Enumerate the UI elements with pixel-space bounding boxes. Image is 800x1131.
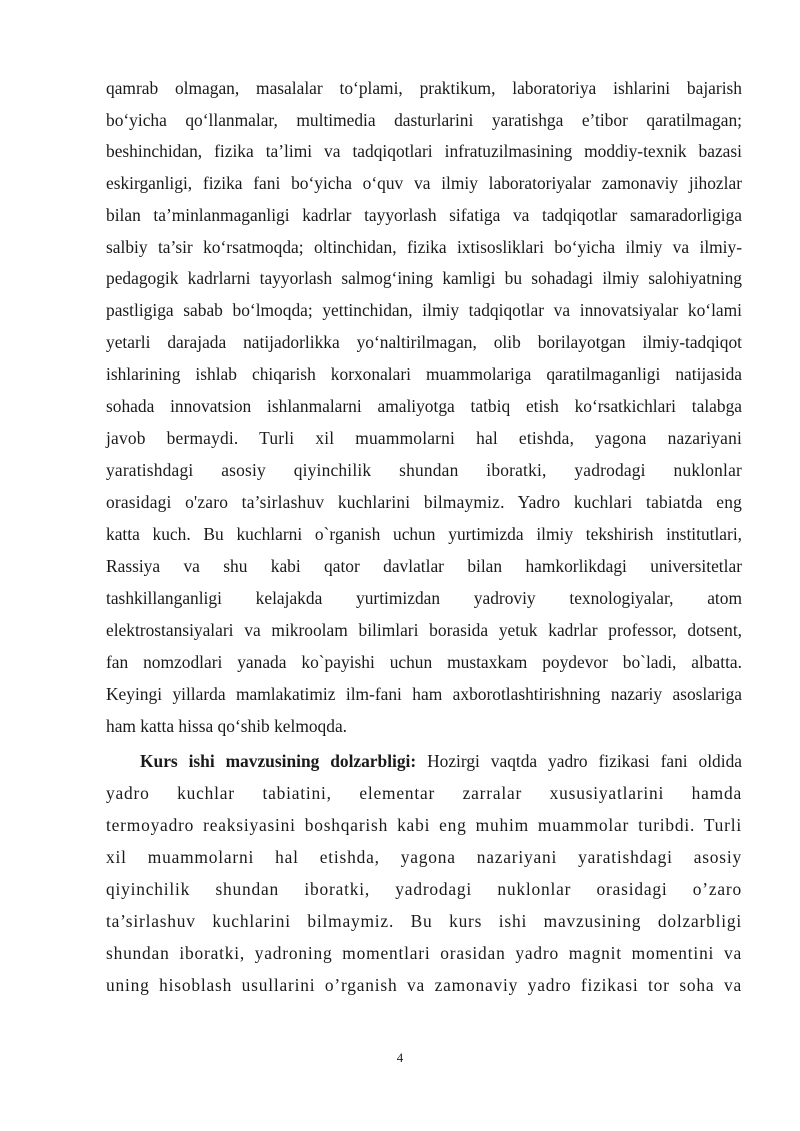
text-line: termoyadro reaksiyasini boshqarish kabi eng muhim muammolar turibdi. Turli <box>106 815 742 835</box>
text-line: Rassiya va shu kabi qator davlatlar bilan hamkorlikdagi universitetlar <box>106 556 742 576</box>
text-line: ishlarining ishlab chiqarish korxonalari muammolariga qaratilmaganligi natijasida <box>106 364 742 384</box>
text-line: javob bermaydi. Turli xil muammolarni hal etishda, yagona nazariyani <box>106 428 742 448</box>
text-line: salbiy ta’sir ko‘rsatmoqda; oltinchidan, fizika ixtisosliklari bo‘yicha ilmiy va ilmiy- <box>106 237 742 257</box>
text-line: yadro kuchlar tabiatini, elementar zarralar xususiyatlarini hamda <box>106 783 742 803</box>
text-line: bo‘yicha qo‘llanmalar, multimedia dasturlarini yaratishga e’tibor qaratilmagan; <box>106 110 742 130</box>
text-line: xil muammolarni hal etishda, yagona nazariyani yaratishdagi asosiy <box>106 847 742 867</box>
text-line: elektrostansiyalari va mikroolam bilimlari borasida yetuk kadrlar professor, dotsent, <box>106 620 742 640</box>
page-number: 4 <box>396 1050 404 1065</box>
text-line: Keyingi yillarda mamlakatimiz ilm-fani ham axborotlashtirishning nazariy asoslariga <box>106 684 742 704</box>
text-line: bilan ta’minlanmaganligi kadrlar tayyorlash sifatiga va tadqiqotlar samaradorligiga <box>106 205 742 225</box>
text-line: pedagogik kadrlarni tayyorlash salmog‘ining kamligi bu sohadagi ilmiy salohiyatning <box>106 268 742 288</box>
text-line: uning hisoblash usullarini o’rganish va zamonaviy yadro fizikasi tor soha va <box>106 975 742 995</box>
text-line: fan nomzodlari yanada ko`payishi uchun mustaxkam poydevor bo`ladi, albatta. <box>106 652 742 672</box>
section-heading: Kurs ishi mavzusining dolzarbligi: <box>140 751 417 771</box>
text-line: yaratishdagi asosiy qiyinchilik shundan iboratki, yadrodagi nuklonlar <box>106 460 742 480</box>
text-line: eskirganligi, fizika fani bo‘yicha o‘quv va ilmiy laboratoriyalar zamonaviy jihozlar <box>106 173 742 193</box>
text-line: sohada innovatsion ishlanmalarni amaliyotga tatbiq etish ko‘rsatkichlari talabga <box>106 396 742 416</box>
section-heading-line <box>140 751 742 771</box>
text-line: tashkillanganligi kelajakda yurtimizdan yadroviy texnologiyalar, atom <box>106 588 742 608</box>
section-heading-text: Hozirgi vaqtda yadro fizikasi fani oldida <box>416 751 742 771</box>
text-line: pastligiga sabab bo‘lmoqda; yettinchidan, ilmiy tadqiqotlar va innovatsiyalar ko‘lami <box>106 300 742 320</box>
text-line: katta kuch. Bu kuchlarni o`rganish uchun yurtimizda ilmiy tekshirish institutlari, <box>106 524 742 544</box>
text-line: ham katta hissa qo‘shib kelmoqda. <box>106 716 348 736</box>
text-line: beshinchidan, fizika ta’limi va tadqiqotlari infratuzilmasining moddiy-texnik bazasi <box>106 141 742 161</box>
text-line: orasidagi o'zaro ta’sirlashuv kuchlarini bilmaymiz. Yadro kuchlari tabiatda eng <box>106 492 742 512</box>
text-line: qamrab olmagan, masalalar to‘plami, praktikum, laboratoriya ishlarini bajarish <box>106 78 742 98</box>
text-line: ta’sirlashuv kuchlarini bilmaymiz. Bu kurs ishi mavzusining dolzarbligi <box>106 911 742 931</box>
text-line: yetarli darajada natijadorlikka yo‘naltirilmagan, olib borilayotgan ilmiy-tadqiqot <box>106 332 742 352</box>
text-line: shundan iboratki, yadroning momentlari orasidan yadro magnit momentini va <box>106 943 742 963</box>
text-line: qiyinchilik shundan iboratki, yadrodagi nuklonlar orasidagi o’zaro <box>106 879 742 899</box>
